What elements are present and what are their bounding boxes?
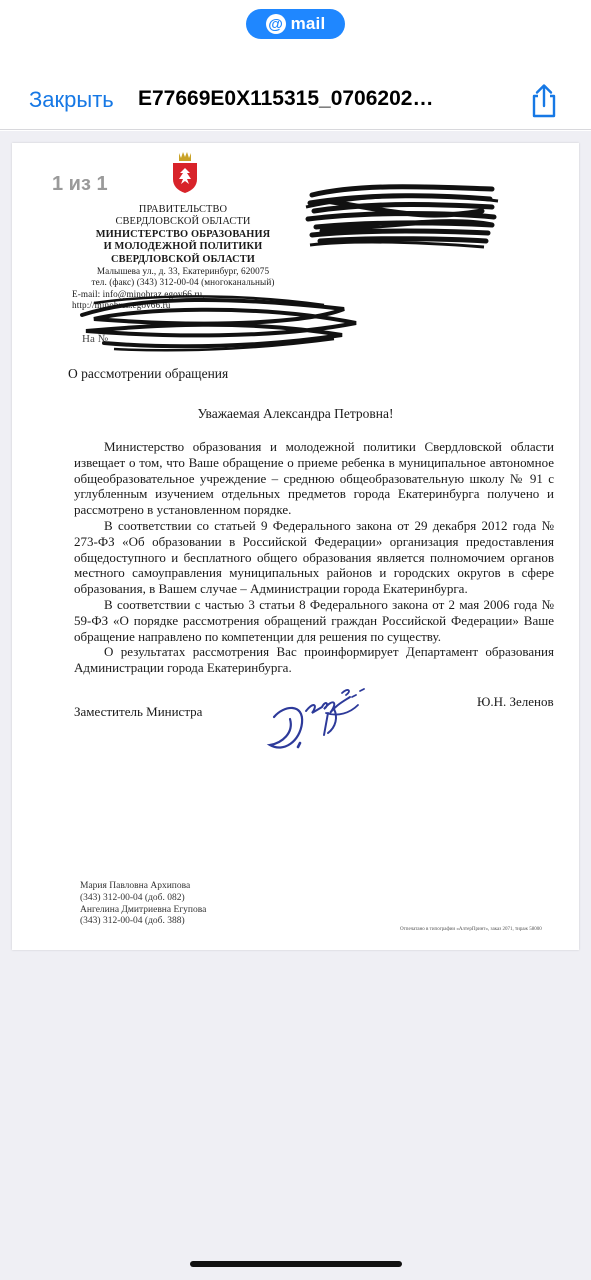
executor-line: (343) 312-00-04 (доб. 082): [80, 892, 185, 903]
letterhead-ministry: И МОЛОДЕЖНОЙ ПОЛИТИКИ: [103, 241, 263, 253]
mail-badge-label: mail: [290, 14, 326, 33]
executor-line: Мария Павловна Архипова: [80, 881, 191, 891]
document-viewer[interactable]: [0, 131, 591, 1280]
redaction-scribble: [74, 289, 364, 359]
letter-subject: О рассмотрении обращения: [68, 366, 229, 381]
letter-body: [74, 439, 554, 676]
executor-line: (343) 312-00-04 (доб. 388): [80, 916, 185, 927]
letterhead-line: СВЕРДЛОВСКОЙ ОБЛАСТИ: [115, 216, 251, 228]
body-paragraph: Министерство образования и молодежной политики Свердловской области извещает о том, что Ваше обращение о приеме ребенка в муниципальное автономное общеобразовательное учреждение – среднюю общеобразовательную школу № 91 с углубленным изучением отдельных предметов города Екатеринбурга получено и рассмотрено в установленном порядке.: [74, 439, 554, 518]
executor-line: Ангелина Дмитриевна Егупова: [80, 904, 207, 915]
navigation-bar: [0, 70, 591, 130]
at-icon: @: [266, 14, 286, 34]
body-paragraph: О результатах рассмотрения Вас проинформирует Департамент образования Администрации города Екатеринбурга.: [74, 644, 554, 676]
body-paragraph: В соответствии с частью 3 статьи 8 Федерального закона от 2 мая 2006 года № 59-ФЗ «О порядке рассмотрения обращений граждан Российской Федерации» Ваше обращение направлено по компетенции для решения по существу.: [74, 596, 554, 644]
print-imprint: Отпечатано в типографии «АлтерПринт», заказ 2071, тираж 58000: [400, 927, 542, 932]
body-paragraph: В соответствии со статьей 9 Федерального закона от 29 декабря 2012 года № 273-ФЗ «Об образовании в Российской Федерации» организация предоставления общедоступного и бесплатного общего образования является полномочием органов местного самоуправления муниципальных районов и городских округов в сфере образования, в Вашем случае – Администрации города Екатеринбурга.: [74, 517, 554, 597]
executors-block: [80, 881, 206, 928]
close-button[interactable]: Закрыть: [29, 87, 114, 112]
coat-of-arms-icon: [170, 149, 200, 194]
letterhead-phone: тел. (факс) (343) 312-00-04 (многоканальный): [91, 277, 275, 288]
home-indicator[interactable]: [190, 1261, 402, 1267]
share-icon[interactable]: [527, 83, 561, 119]
letterhead-line: ПРАВИТЕЛЬСТВО: [138, 204, 228, 215]
letterhead-email: E-mail: info@minobraz.egov66.ru, http://minobraz.egov66.ru: [72, 288, 205, 311]
letter-greeting: Уважаемая Александра Петровна!: [197, 406, 394, 421]
page-counter: 1 из 1: [52, 173, 108, 195]
redaction-scribble: [302, 181, 502, 256]
signer-position: Заместитель Министра: [74, 704, 203, 719]
signer-name: Ю.Н. Зеленов: [477, 694, 554, 709]
handwritten-signature: [264, 683, 374, 763]
mail-app-badge[interactable]: [246, 9, 345, 39]
letterhead-address: Малышева ул., д. 33, Екатеринбург, 620075: [96, 266, 270, 277]
file-title: E77669E0X115315_0706202…: [138, 87, 434, 110]
document-number-prefix: На №: [82, 333, 109, 345]
letterhead-ministry: СВЕРДЛОВСКОЙ ОБЛАСТИ: [111, 253, 255, 265]
letterhead-ministry: МИНИСТЕРСТВО ОБРАЗОВАНИЯ: [95, 228, 271, 240]
document-page: [12, 143, 579, 950]
